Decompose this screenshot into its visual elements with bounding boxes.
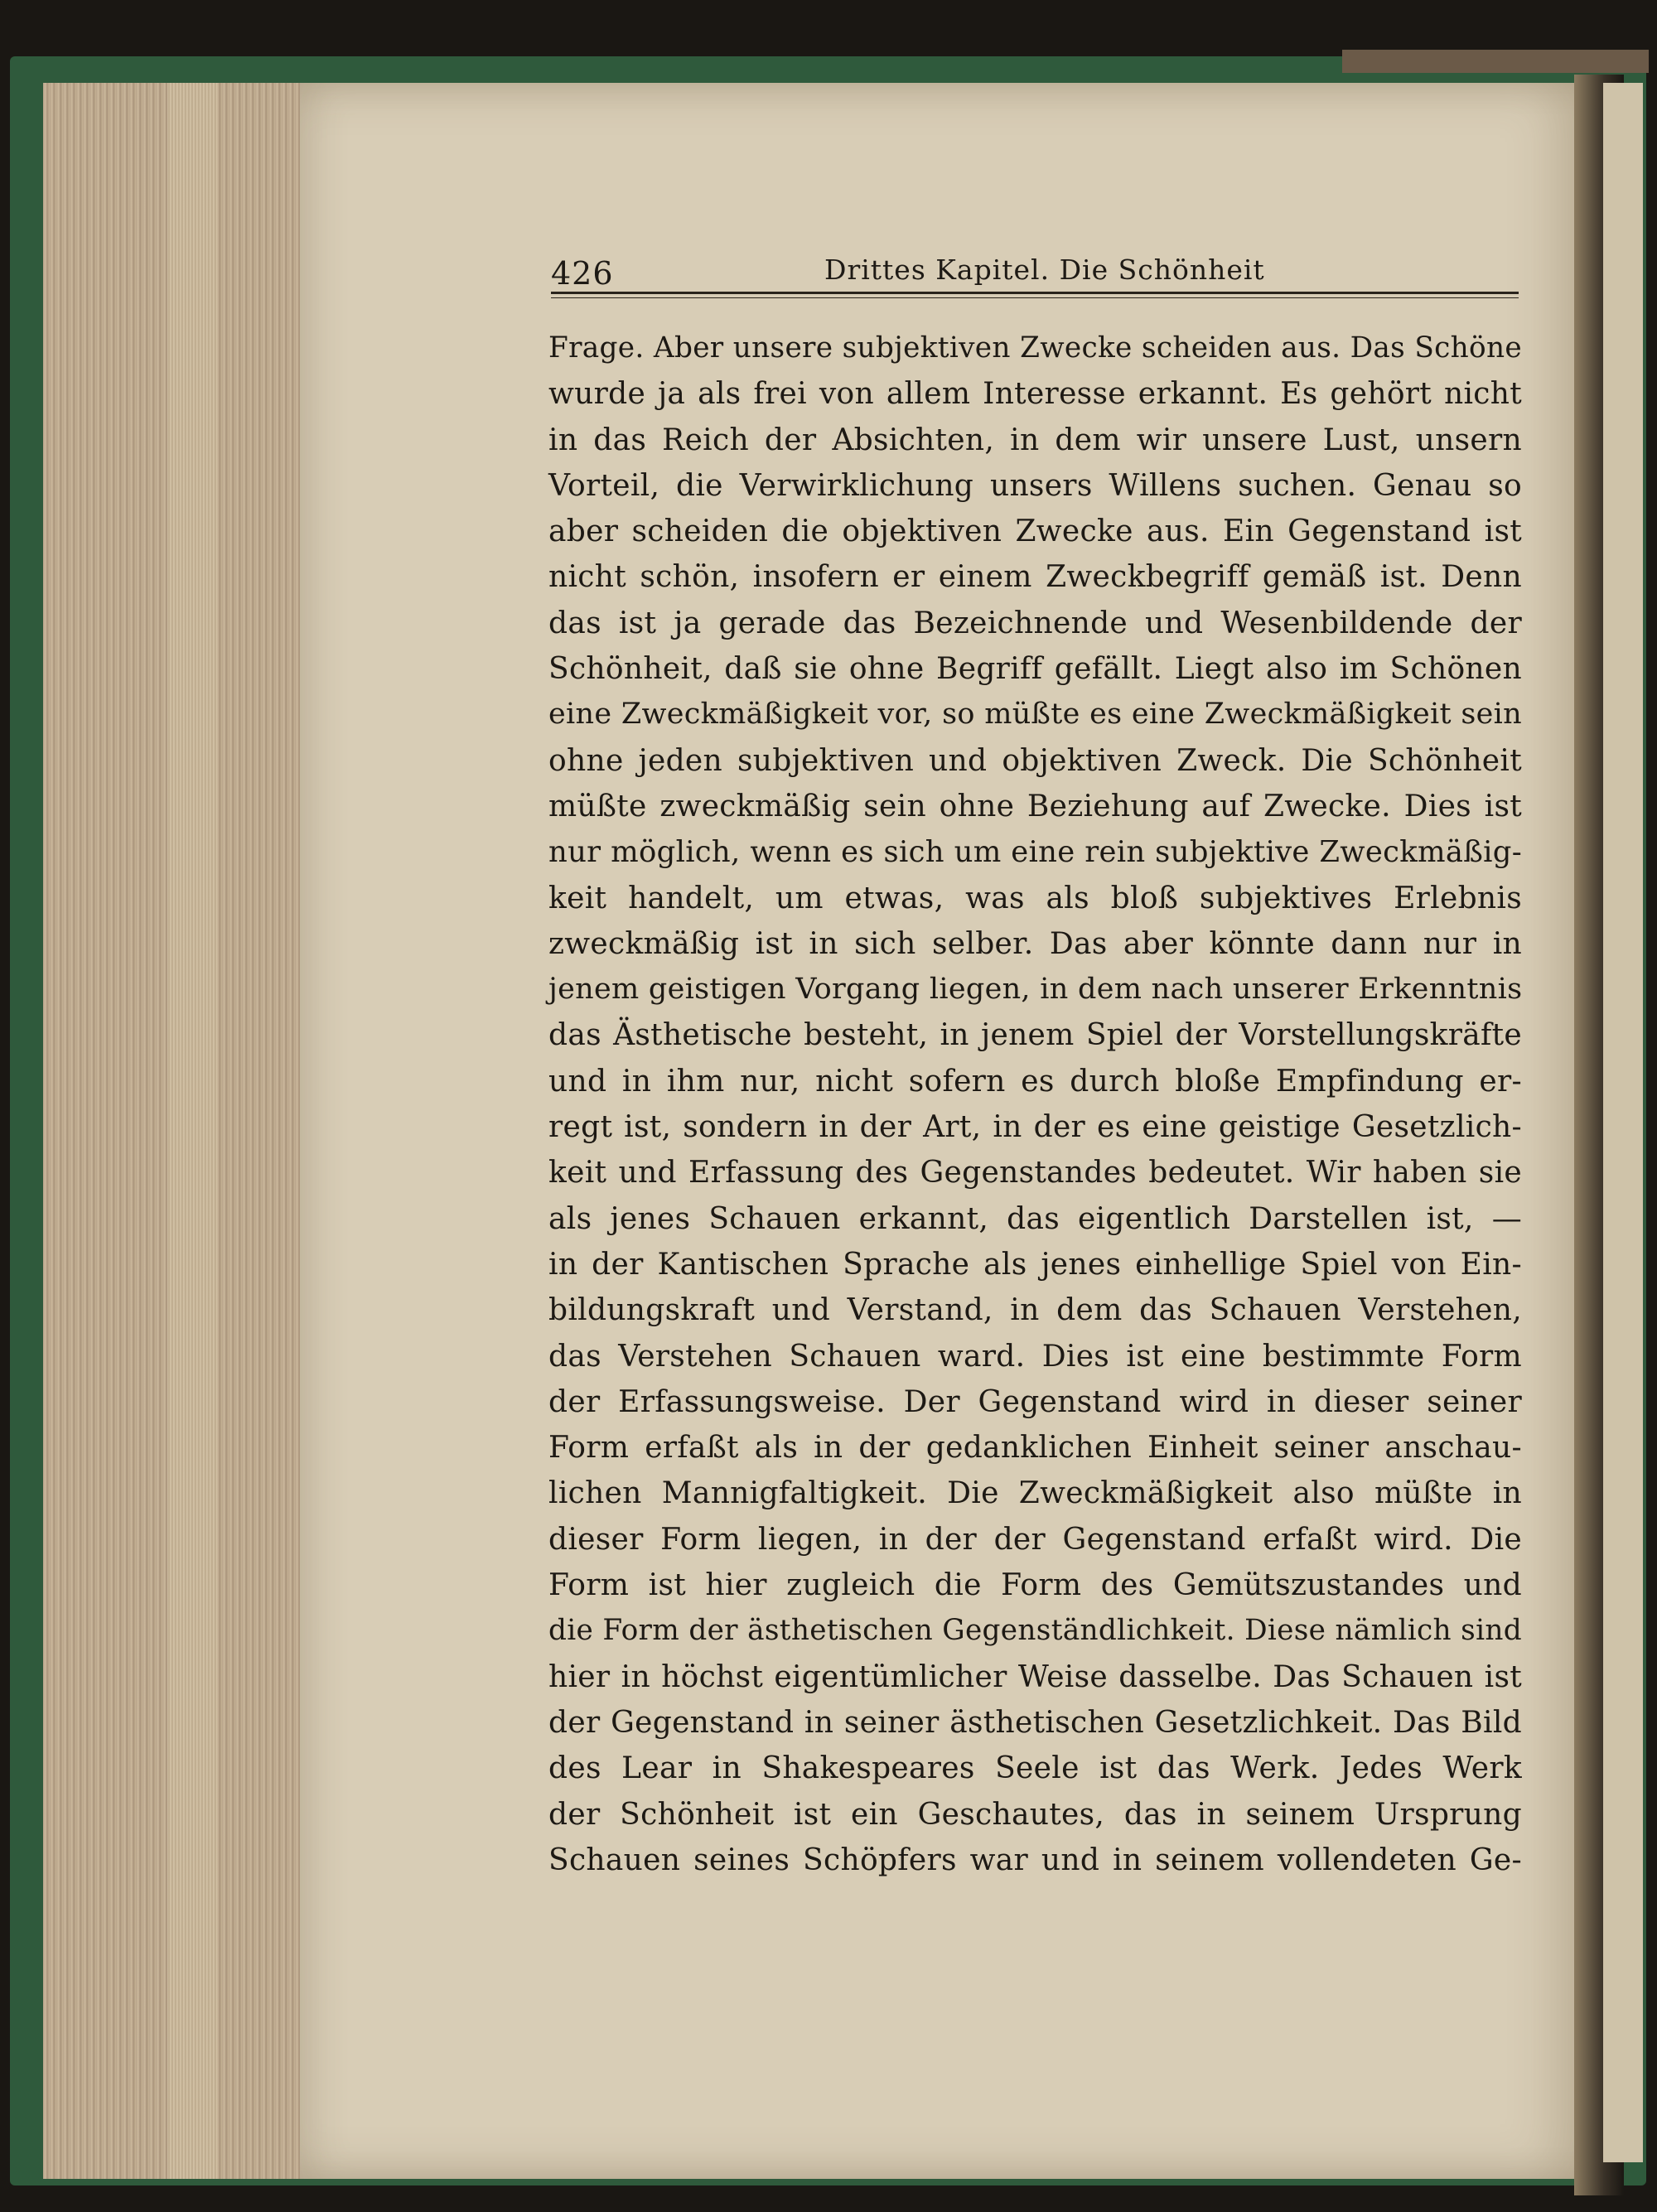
text-line: hier in höchst eigentümlicher Weise dasselbe. Das Schauen ist [548, 1659, 1522, 1694]
page-number: 426 [551, 255, 614, 292]
text-line: das Verstehen Schauen ward. Dies ist eine bestimmte Form [548, 1339, 1522, 1374]
text-line: in der Kantischen Sprache als jenes einhellige Spiel von Ein- [548, 1247, 1522, 1282]
text-line: regt ist, sondern in der Art, in der es eine geistige Gesetzlich- [548, 1110, 1522, 1145]
text-line: keit und Erfassung des Gegenstandes bedeutet. Wir haben sie [548, 1156, 1522, 1191]
body-text [548, 326, 1522, 1883]
text-line: bildungskraft und Verstand, in dem das Schauen Verstehen, [548, 1293, 1522, 1328]
page-edges [43, 83, 307, 2179]
text-line: wurde ja als frei von allem Interesse erkannt. Es gehört nicht [548, 377, 1522, 412]
facing-page-edge [1603, 83, 1643, 2162]
text-line: lichen Mannigfaltigkeit. Die Zweckmäßigkeit also müßte in [548, 1476, 1522, 1511]
text-line: das ist ja gerade das Bezeichnende und Wesenbildende der [548, 606, 1522, 640]
header-rule-thin [551, 297, 1519, 298]
text-line: Form erfaßt als in der gedanklichen Einheit seiner anschau- [548, 1431, 1522, 1466]
text-line: und in ihm nur, nicht sofern es durch bloße Empfindung er- [548, 1064, 1522, 1099]
text-line: Schönheit, daß sie ohne Begriff gefällt. Liegt also im Schönen [548, 652, 1522, 687]
text-line: jenem geistigen Vorgang liegen, in dem nach unserer Erkenntnis [548, 973, 1523, 1007]
text-line: Schauen seines Schöpfers war und in seinem vollendeten Ge- [548, 1843, 1522, 1877]
text-line: nicht schön, insofern er einem Zweckbegriff gemäß ist. Denn [548, 560, 1522, 595]
running-head: Drittes Kapitel. Die Schönheit [824, 254, 1265, 286]
text-line: dieser Form liegen, in der der Gegenstand erfaßt wird. Die [548, 1522, 1522, 1557]
text-line: ohne jeden subjektiven und objektiven Zweck. Die Schönheit [548, 743, 1522, 778]
text-line: nur möglich, wenn es sich um eine rein subjektive Zweckmäßig- [548, 835, 1522, 870]
text-line: eine Zweckmäßigkeit vor, so müßte es eine Zweckmäßigkeit sein [548, 698, 1522, 732]
text-line: Vorteil, die Verwirklichung unsers Willens suchen. Genau so [548, 468, 1522, 503]
header-rule [551, 292, 1519, 294]
text-line: in das Reich der Absichten, in dem wir unsere Lust, unsern [548, 423, 1522, 457]
text-line: des Lear in Shakespeares Seele ist das Werk. Jedes Werk [548, 1751, 1522, 1786]
text-line: keit handelt, um etwas, was als bloß subjektives Erlebnis [548, 881, 1522, 915]
text-line: als jenes Schauen erkannt, das eigentlich Darstellen ist, — [548, 1201, 1522, 1236]
text-line: Frage. Aber unsere subjektiven Zwecke scheiden aus. Das Schöne [548, 331, 1522, 365]
text-line: das Ästhetische besteht, in jenem Spiel der Vorstellungskräfte [548, 1018, 1522, 1053]
text-line: der Gegenstand in seiner ästhetischen Gesetzlichkeit. Das Bild [548, 1705, 1522, 1740]
page-header [551, 250, 1519, 293]
text-line: aber scheiden die objektiven Zwecke aus. Ein Gegenstand ist [548, 514, 1522, 549]
text-line: der Schönheit ist ein Geschautes, das in seinem Ursprung [548, 1797, 1522, 1832]
text-line: Form ist hier zugleich die Form des Gemütszustandes und [548, 1568, 1522, 1603]
text-line: der Erfassungsweise. Der Gegenstand wird in dieser seiner [548, 1384, 1522, 1419]
text-line: die Form der ästhetischen Gegenständlichkeit. Diese nämlich sind [548, 1614, 1522, 1648]
bookmark-ribbon [1342, 50, 1649, 73]
text-line: zweckmäßig ist in sich selber. Das aber könnte dann nur in [548, 926, 1522, 961]
text-line: müßte zweckmäßig sein ohne Beziehung auf Zwecke. Dies ist [548, 789, 1522, 823]
